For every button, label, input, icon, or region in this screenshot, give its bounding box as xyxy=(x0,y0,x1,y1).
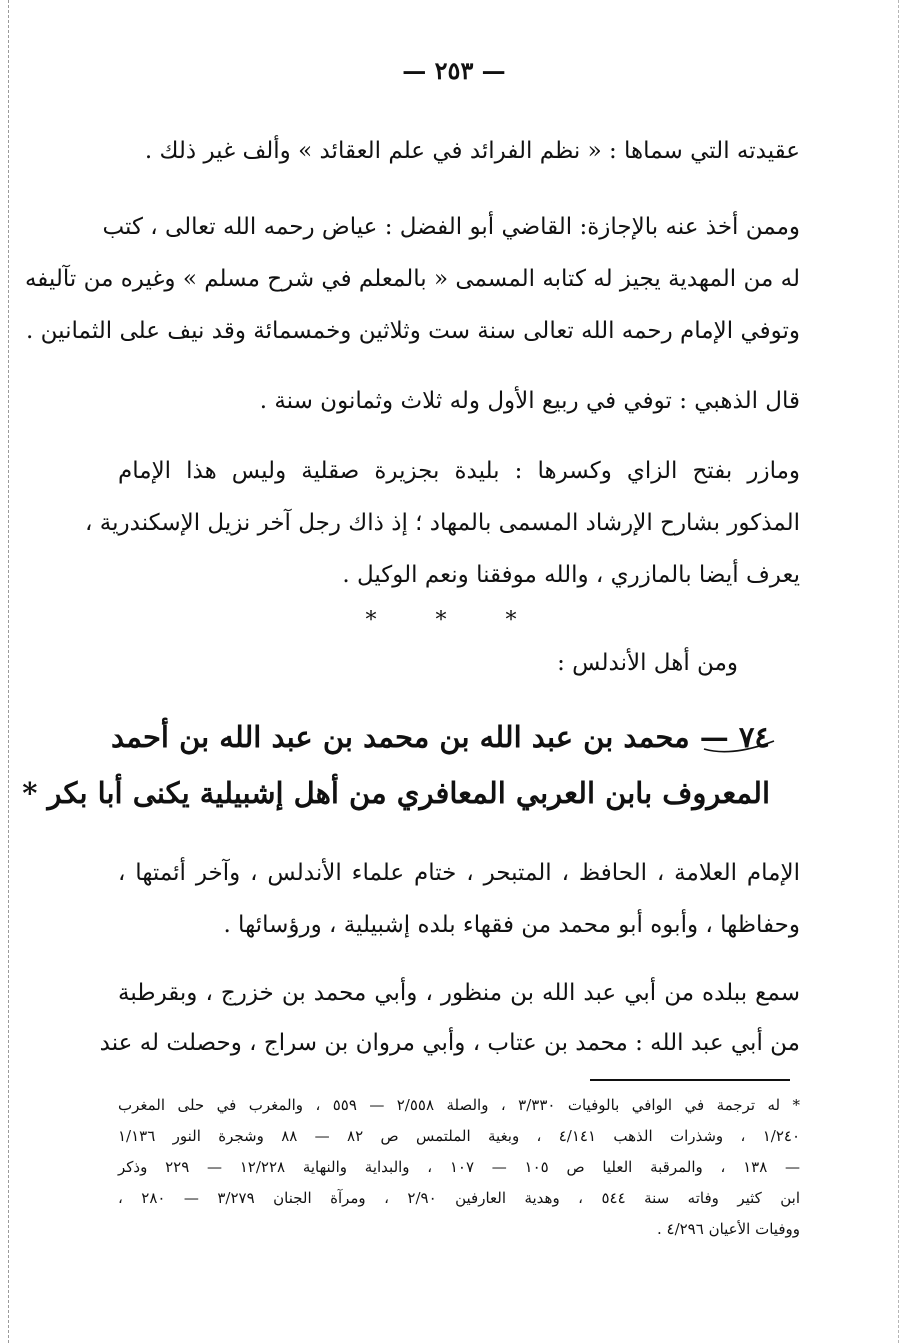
paragraph-2-line-3: وتوفي الإمام رحمه الله تعالى سنة ست وثلاثين وخمسمائة وقد نيف على الثمانين . xyxy=(26,318,800,344)
paragraph-4-line-2: المذكور بشارح الإرشاد المسمى بالمهاد ؛ إذ ذاك رجل آخر نزيل الإسكندرية ، xyxy=(85,510,800,536)
scan-left-edge xyxy=(8,0,9,1343)
entry-title-line-2: المعروف بابن العربي المعافري من أهل إشبيلية يكنى أبا بكر * xyxy=(22,776,770,810)
paragraph-5-line-1: الإمام العلامة ، الحافظ ، المتبحر ، ختام علماء الأندلس ، وآخر أئمتها ، xyxy=(118,860,800,886)
footnote-line-4: ابن كثير وفاته سنة ٥٤٤ ، وهدية العارفين ٢/٩٠ ، ومرآة الجنان ٣/٢٧٩ — ٢٨٠ ، xyxy=(118,1189,800,1207)
paragraph-5-line-2: وحفاظها ، وأبوه أبو محمد من فقهاء بلده إشبيلية ، ورؤسائها . xyxy=(223,912,800,938)
section-separator: * * * xyxy=(365,608,543,633)
footnote-line-3: — ١٣٨ ، والمرقبة العليا ص ١٠٥ — ١٠٧ ، والبداية والنهاية ١٢/٢٢٨ — ٢٢٩ وذكر xyxy=(118,1158,801,1176)
paragraph-2-line-1: وممن أخذ عنه بالإجازة: القاضي أبو الفضل : عياض رحمه الله تعالى ، كتب xyxy=(102,214,800,240)
paragraph-1-line-1: عقيدته التي سماها : « نظم الفرائد في علم العقائد » وألف غير ذلك . xyxy=(144,138,800,164)
paragraph-3-line-1: قال الذهبي : توفي في ربيع الأول وله ثلاث وثمانون سنة . xyxy=(259,388,800,414)
paragraph-6-line-2: من أبي عبد الله : محمد بن عتاب ، وأبي مروان بن سراج ، وحصلت له عند xyxy=(99,1030,800,1056)
footnote-rule xyxy=(590,1079,790,1081)
paragraph-4-line-1: ومازر بفتح الزاي وكسرها : بليدة بجزيرة صقلية وليس هذا الإمام xyxy=(118,458,800,484)
scan-right-edge xyxy=(898,0,899,1343)
paragraph-4-line-3: يعرف أيضا بالمازري ، والله موفقنا ونعم الوكيل . xyxy=(342,562,800,588)
footnote-line-1: * له ترجمة في الوافي بالوفيات ٣/٣٣٠ ، والصلة ٢/٥٥٨ — ٥٥٩ ، والمغرب في حلى المغرب xyxy=(118,1096,800,1114)
footnote-line-2: ١/٢٤٠ ، وشذرات الذهب ٤/١٤١ ، وبغية الملتمس ص ٨٢ — ٨٨ وشجرة النور ١/١٣٦ xyxy=(118,1127,800,1145)
entry-title-line-1: ٧٤ — محمد بن عبد الله بن محمد بن عبد الله بن أحمد xyxy=(111,720,770,754)
paragraph-2-line-2: له من المهدية يجيز له كتابه المسمى « بالمعلم في شرح مسلم » وغيره من تآليفه xyxy=(24,266,800,292)
paragraph-6-line-1: سمع ببلده من أبي عبد الله بن منظور ، وأبي محمد بن خزرج ، وبقرطبة xyxy=(118,980,800,1006)
footnote-line-5: ووفيات الأعيان ٤/٢٩٦ . xyxy=(656,1220,800,1238)
section-heading: ومن أهل الأندلس : xyxy=(557,650,738,676)
page-number: — ٢٥٣ — xyxy=(402,56,506,85)
